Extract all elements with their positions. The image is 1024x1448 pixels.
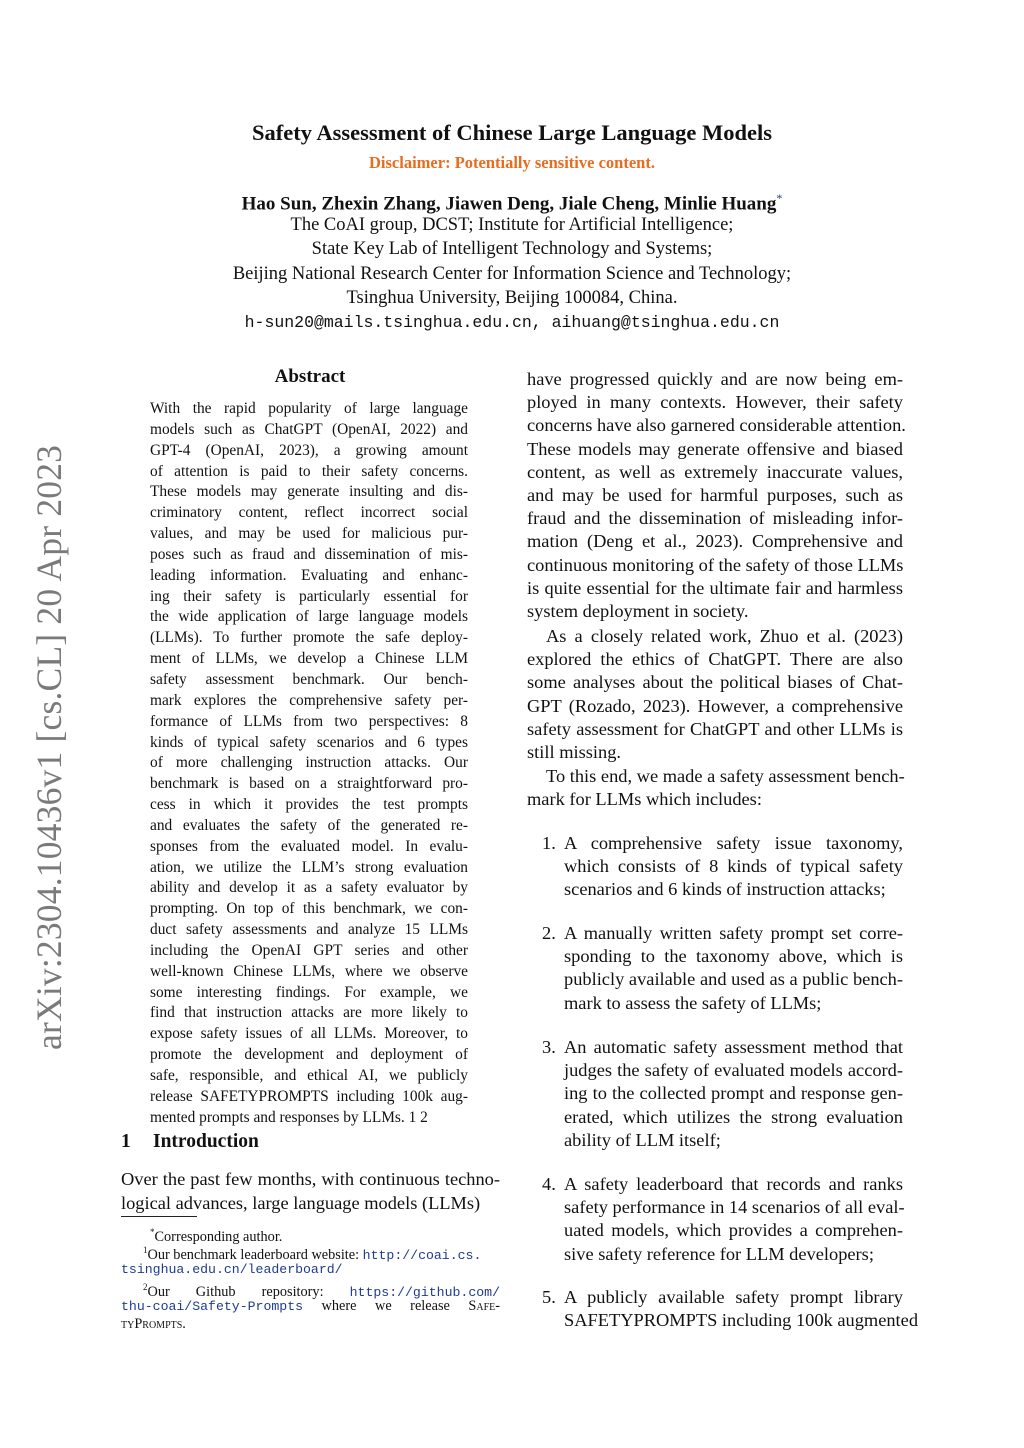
text-line: sponding to the taxonomy above, which is (564, 946, 903, 967)
abstract-line: formance of LLMs from two perspectives: 8 (150, 712, 468, 730)
text-line: mark to assess the safety of LLMs; (564, 992, 822, 1013)
text-line: These models may generate offensive and biased (527, 438, 903, 459)
footnote-rule (121, 1216, 197, 1217)
text-line: logical advances, large language models (LLMs) (121, 1193, 481, 1213)
abstract-line: prompting. On top of this benchmark, we con- (150, 900, 468, 918)
abstract-line: of attention is paid to their safety concerns. (150, 462, 468, 480)
abstract-line: ability and develop it as a safety evaluator by (150, 879, 468, 897)
abstract-line: With the rapid popularity of large language (150, 400, 468, 417)
text-line: have progressed quickly and are now being em- (527, 369, 903, 389)
abstract-line: safety assessment benchmark. Our bench- (150, 670, 468, 688)
abstract-line: and evaluates the safety of the generated re- (150, 816, 468, 834)
paper-title: Safety Assessment of Chinese Large Language Models (252, 120, 772, 145)
text-line: content, as well as extremely inaccurate values, (527, 461, 903, 482)
text-line: still missing. (527, 741, 622, 762)
abstract-line: of more challenging instruction attacks. Our (150, 754, 468, 772)
right-paragraph-3 (527, 765, 903, 811)
text-line: publicly available and used as a public bench- (564, 969, 903, 990)
arxiv-stamp: arXiv:2304.10436v1 [cs.CL] 20 Apr 2023 (29, 444, 69, 1050)
text-line: which consists of 8 kinds of typical safety (564, 856, 903, 877)
text-line: ployed in many contexts. However, their safety (527, 392, 903, 413)
corresponding-author-mark[interactable]: * (776, 191, 783, 205)
abstract-line: the wide application of large language models (150, 608, 468, 626)
text-line: ability of LLM itself; (564, 1129, 721, 1150)
text-line: system deployment in society. (527, 600, 749, 621)
text-line: safety assessment for ChatGPT and other LLMs is (527, 718, 903, 739)
abstract-line: cess in which it provides the test prompts (150, 796, 468, 814)
affiliation-line: Beijing National Research Center for Information Science and Technology; (232, 264, 792, 284)
abstract-line: poses such as fraud and dissemination of mis- (150, 545, 468, 563)
abstract-line: ing their safety is particularly essential for (150, 587, 468, 605)
abstract-line: leading information. Evaluating and enhanc- (150, 566, 468, 584)
text-line: mark for LLMs which includes: (527, 789, 762, 810)
text-line: safety performance in 14 scenarios of all eval- (564, 1197, 905, 1218)
github-link[interactable]: https://github.com/ (349, 1284, 500, 1300)
abstract-line: promote the development and deployment of (150, 1046, 468, 1064)
text-line: A comprehensive safety issue taxonomy, (564, 833, 903, 853)
affiliation-line: The CoAI group, DCST; Institute for Artificial Intelligence; (290, 215, 734, 235)
right-paragraph-1 (527, 368, 906, 623)
text-line: ing to the collected prompt and response gen- (564, 1083, 903, 1104)
abstract-line: sponses from the evaluated model. In evalu- (150, 837, 468, 855)
text-line: is quite essential for the ultimate fair and harmless (527, 577, 903, 598)
list-number: 1. (542, 833, 556, 853)
abstract-line: duct safety assessments and analyze 15 LLMs (150, 921, 468, 939)
text-line: judges the safety of evaluated models accord- (564, 1060, 903, 1081)
abstract-line: values, and may be used for malicious pur- (150, 525, 468, 543)
abstract-line: (LLMs). To further promote the safe deploy- (150, 629, 468, 647)
text-line: and may be used for harmful purposes, such as (527, 484, 903, 505)
abstract-line: including the OpenAI GPT series and other (150, 941, 468, 959)
abstract-line: find that instruction attacks are more likely to (150, 1004, 468, 1022)
abstract-body (150, 399, 468, 1129)
abstract-heading: Abstract (274, 366, 346, 387)
abstract-line: expose safety issues of all LLMs. Moreover, to (150, 1025, 468, 1043)
abstract-line: mark explores the comprehensive safety per- (150, 691, 468, 709)
abstract-line: some interesting findings. For example, we (150, 983, 468, 1001)
list-item (527, 1286, 919, 1332)
list-item (527, 1036, 903, 1152)
text-line: concerns have also garnered considerable attention. (527, 415, 906, 436)
footnote-mark: 2 (143, 1282, 148, 1292)
leaderboard-link-cont[interactable]: tsinghua.edu.cn/leaderboard/ (121, 1261, 343, 1277)
text-line: some analyses about the political biases of Chat- (527, 672, 903, 693)
introduction-body (121, 1167, 500, 1215)
abstract-line: benchmark is based on a straightforward pro- (150, 775, 468, 793)
text-line: scenarios and 6 kinds of instruction attacks; (564, 879, 886, 900)
list-number: 5. (542, 1287, 556, 1307)
footnote-1 (121, 1241, 500, 1278)
abstract-line: ment of LLMs, we develop a Chinese LLM (150, 650, 468, 668)
right-paragraph-2 (527, 625, 903, 764)
abstract-line: well-known Chinese LLMs, where we observe (150, 962, 468, 980)
footnote-text: Our benchmark leaderboard website: (147, 1246, 360, 1263)
list-item (527, 922, 903, 1015)
list-item (527, 1173, 903, 1266)
abstract-line: safe, responsible, and ethical AI, we publicly (150, 1067, 468, 1084)
disclaimer: Disclaimer: Potentially sensitive content. (369, 153, 655, 172)
list-item (527, 832, 903, 902)
text-line: uated models, which provides a comprehen- (564, 1220, 903, 1241)
authors-text: Hao Sun, Zhexin Zhang, Jiawen Deng, Jiale Cheng, Minlie Huang (241, 193, 777, 215)
section-heading-introduction (121, 1131, 259, 1153)
footnote-mark: * (150, 1227, 155, 1237)
footnote-mark: 1 (143, 1245, 148, 1255)
abstract-line: kinds of typical safety scenarios and 6 types (150, 733, 468, 751)
text-line: A manually written safety prompt set corre- (564, 923, 903, 943)
abstract-line: mented prompts and responses by LLMs. 1 2 (150, 1108, 428, 1126)
text-line: A safety leaderboard that records and ranks (564, 1174, 903, 1194)
section-title: Introduction (153, 1131, 259, 1152)
text-line: erated, which utilizes the strong evaluation (564, 1106, 903, 1127)
affiliation-line: Tsinghua University, Beijing 100084, China. (346, 288, 678, 308)
list-number: 2. (542, 923, 556, 943)
footnote-2: $^2$Our Github repository: https://github.com/ thu-coai/Safety-Prompts where we release Safe- tyPrompts. (121, 1282, 500, 1332)
leaderboard-link[interactable]: http://coai.cs. (362, 1247, 482, 1263)
text-line: mation (Deng et al., 2023). Comprehensive and (527, 531, 903, 552)
abstract-line: ation, we utilize the LLM’s strong evaluation (150, 858, 468, 876)
footnote-text: Our Github repository: (147, 1283, 324, 1300)
text-line: To this end, we made a safety assessment bench- (546, 766, 905, 786)
text-line: An automatic safety assessment method that (564, 1037, 903, 1057)
text-line: As a closely related work, Zhuo et al. (2023) (546, 626, 903, 646)
text-line: A publicly available safety prompt library (564, 1287, 903, 1307)
github-link-cont[interactable]: thu-coai/Safety-Prompts (121, 1298, 304, 1314)
author-list (0, 191, 1024, 215)
list-number: 3. (542, 1037, 556, 1057)
footnote-corresponding (121, 1223, 500, 1245)
text-line: continuous monitoring of the safety of those LLMs (527, 554, 904, 575)
footnote-text: Corresponding author. (154, 1228, 283, 1245)
text-line: explored the ethics of ChatGPT. There are also (527, 649, 903, 670)
author-emails: h-sun20@mails.tsinghua.edu.cn, aihuang@tsinghua.edu.cn (244, 313, 780, 332)
text-line: SAFETYPROMPTS including 100k augmented (564, 1310, 919, 1331)
affiliation-line: State Key Lab of Intelligent Technology and Systems; (311, 239, 713, 259)
section-number: 1 (121, 1131, 131, 1152)
text-line: GPT (Rozado, 2023). However, a comprehensive (527, 695, 903, 716)
text-line: fraud and the dissemination of misleading infor- (527, 508, 903, 529)
text-line: Over the past few months, with continuous techno- (121, 1169, 500, 1189)
abstract-line: criminatory content, reflect incorrect social (150, 504, 468, 522)
abstract-line: models such as ChatGPT (OpenAI, 2022) and (150, 420, 468, 438)
abstract-line: These models may generate insulting and dis- (150, 483, 468, 501)
abstract-line: GPT-4 (OpenAI, 2023), a growing amount (150, 441, 468, 459)
text-line: sive safety reference for LLM developers; (564, 1243, 874, 1264)
list-number: 4. (542, 1174, 556, 1194)
abstract-line: release SAFETYPROMPTS including 100k aug- (150, 1087, 468, 1105)
